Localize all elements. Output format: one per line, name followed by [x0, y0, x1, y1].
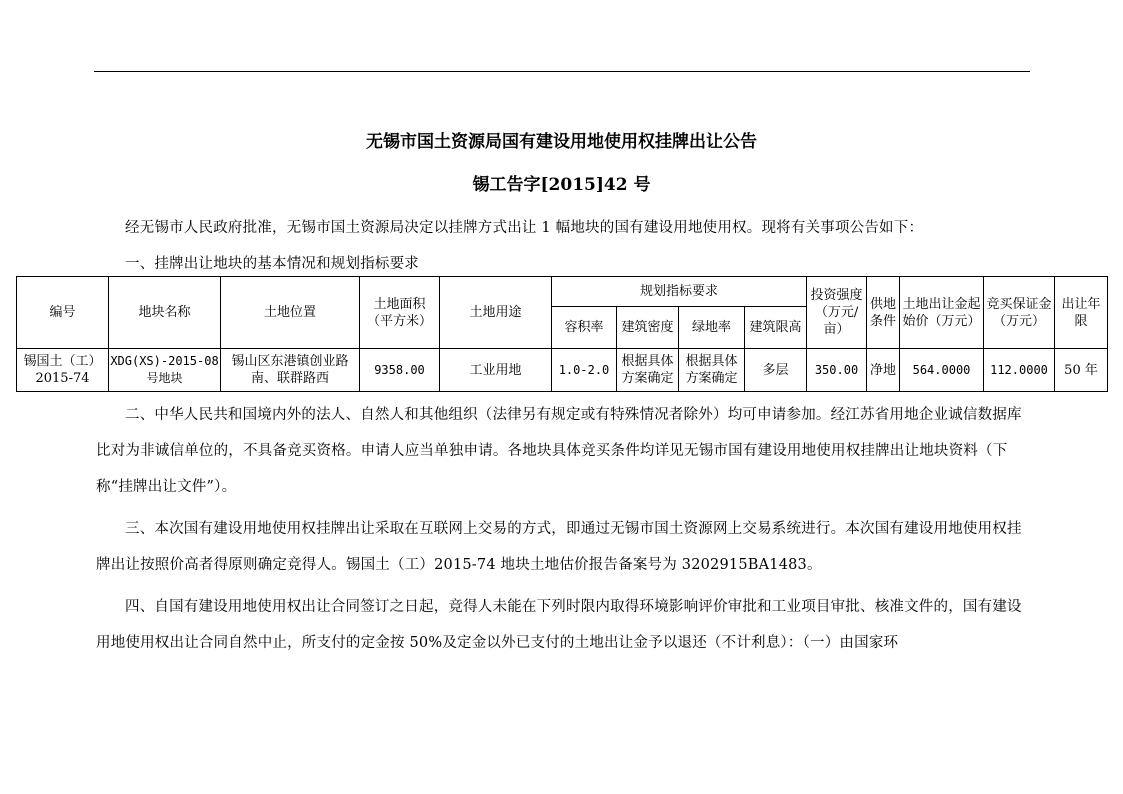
cell-start-price: 564.0000	[900, 349, 984, 392]
document-title: 无锡市国土资源局国有建设用地使用权挂牌出让公告	[366, 132, 757, 152]
header-investment: 投资强度（万元/亩）	[807, 277, 867, 349]
header-term: 出让年限	[1055, 277, 1108, 349]
land-parcel-table	[16, 276, 1108, 392]
cell-investment: 350.00	[807, 349, 867, 392]
header-location: 土地位置	[221, 277, 360, 349]
header-deposit: 竞买保证金（万元）	[984, 277, 1055, 349]
cell-area: 9358.00	[360, 349, 440, 392]
header-code: 编号	[17, 277, 109, 349]
header-height: 建筑限高	[745, 307, 807, 349]
cell-name: XDG(XS)-2015-08号地块	[109, 349, 221, 392]
cell-height: 多层	[745, 349, 807, 392]
section-1-heading: 一、挂牌出让地块的基本情况和规划指标要求	[125, 256, 419, 272]
cell-deposit: 112.0000	[984, 349, 1055, 392]
section-2-paragraph: 二、中华人民共和国境内外的法人、自然人和其他组织（法律另有规定或有特殊情况者除外）均可申请参加。经江苏省用地企业诚信数据库比对为非诚信单位的，不具备竞买资格。申请人应当单独申请。各地块具体竞买条件均详见无锡市国有建设用地使用权挂牌出让地块资料（下称“挂牌出让文件”）。	[96, 407, 1022, 495]
header-green-ratio: 绿地率	[679, 307, 745, 349]
cell-density: 根据具体方案确定	[617, 349, 679, 392]
document-number: 锡工告字[2015]42 号	[472, 175, 651, 195]
header-planning: 规划指标要求	[552, 277, 807, 307]
cell-supply: 净地	[867, 349, 900, 392]
section-4-paragraph: 四、自国有建设用地使用权出让合同签订之日起，竞得人未能在下列时限内取得环境影响评价审批和工业项目审批、核准文件的，国有建设用地使用权出让合同自然中止，所支付的定金按 50%及定金以外已支付的土地出让金予以退还（不计利息）：（一）由国家环	[96, 599, 1022, 651]
table-row	[17, 349, 1108, 392]
intro-paragraph: 经无锡市人民政府批准，无锡市国土资源局决定以挂牌方式出让 1 幅地块的国有建设用地使用权。现将有关事项公告如下：	[125, 220, 924, 236]
cell-plot-ratio: 1.0-2.0	[552, 349, 617, 392]
header-rule	[94, 71, 1030, 72]
header-density: 建筑密度	[617, 307, 679, 349]
header-supply: 供地条件	[867, 277, 900, 349]
cell-term: 50 年	[1055, 349, 1108, 392]
header-start-price: 土地出让金起始价（万元）	[900, 277, 984, 349]
header-name: 地块名称	[109, 277, 221, 349]
header-area: 土地面积（平方米）	[360, 277, 440, 349]
header-use: 土地用途	[440, 277, 552, 349]
cell-use: 工业用地	[440, 349, 552, 392]
cell-green-ratio: 根据具体方案确定	[679, 349, 745, 392]
cell-code: 锡国土（工）2015-74	[17, 349, 109, 392]
table-header-row	[17, 277, 1108, 307]
header-plot-ratio: 容积率	[552, 307, 617, 349]
cell-location: 锡山区东港镇创业路南、联群路西	[221, 349, 360, 392]
section-3-paragraph: 三、本次国有建设用地使用权挂牌出让采取在互联网上交易的方式，即通过无锡市国土资源网上交易系统进行。本次国有建设用地使用权挂牌出让按照价高者得原则确定竞得人。锡国土（工）2015-74 地块土地估价报告备案号为 3202915BA1483。	[96, 521, 1022, 573]
